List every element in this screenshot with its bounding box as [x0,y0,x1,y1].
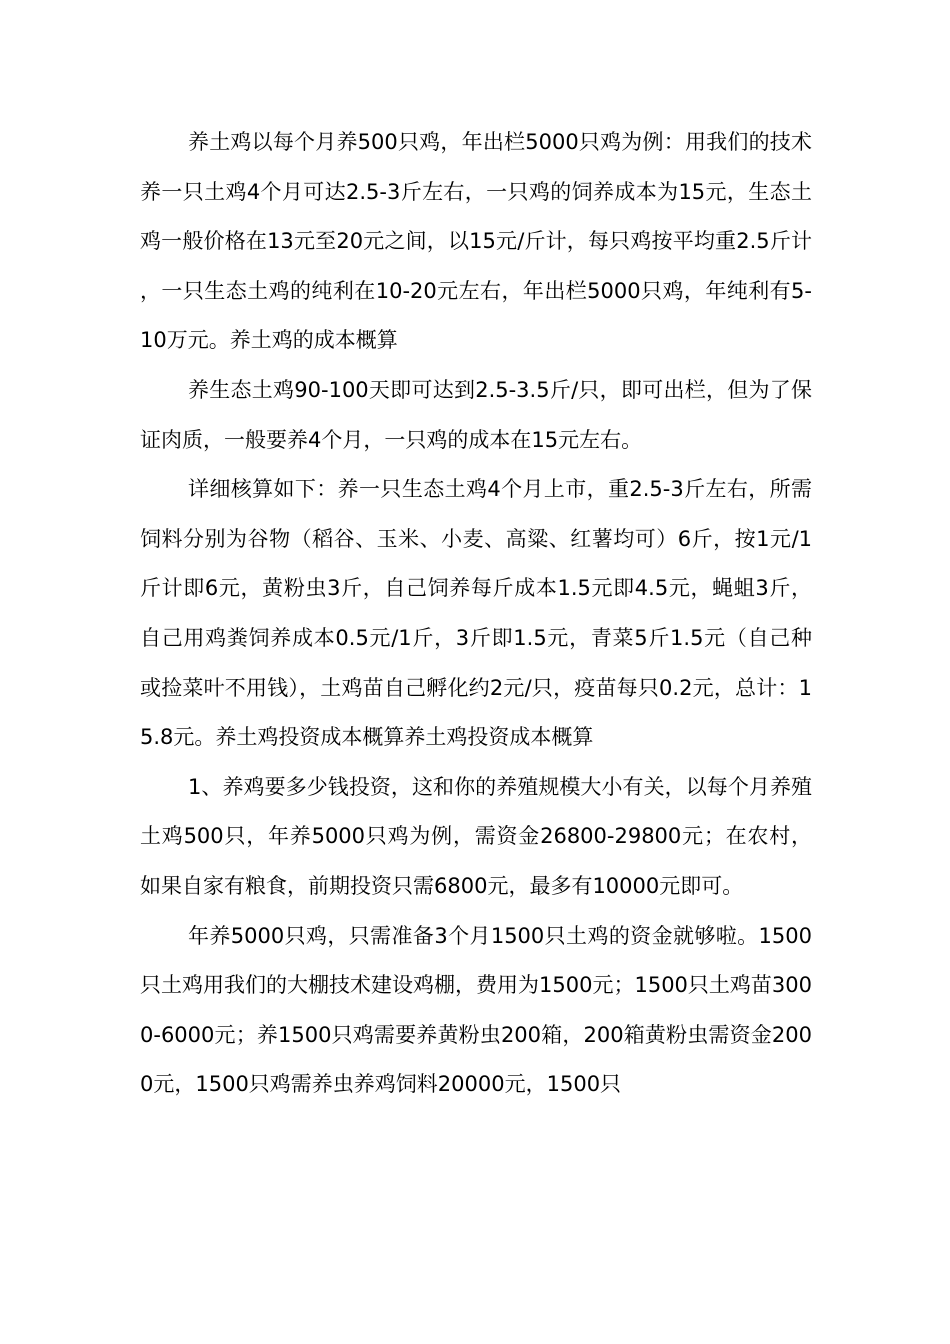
paragraph-3: 详细核算如下：养一只生态土鸡4个月上市，重2.5-3斤左右，所需饲料分别为谷物（稻谷、玉米、小麦、高粱、红薯均可）6斤，按1元/1斤计即6元，黄粉虫3斤，自己饲养每斤成本1.5元即4.5元，蝇蛆3斤，自己用鸡粪饲养成本0.5元/1斤，3斤即1.5元，青菜5斤1.5元（自己种或捡菜叶不用钱），土鸡苗自己孵化约2元/只，疫苗每只0.2元，总计：15.8元。养土鸡投资成本概算养土鸡投资成本概算 [140,477,812,750]
paragraph-5: 年养5000只鸡，只需准备3个月1500只土鸡的资金就够啦。1500只土鸡用我们的大棚技术建设鸡棚，费用为1500元；1500只土鸡苗3000-6000元；养1500只鸡需要养黄粉虫200箱，200箱黄粉虫需资金2000元，1500只鸡需养虫养鸡饲料20000元，1500只 [140,923,812,1097]
paragraph-2: 养生态土鸡90-100天即可达到2.5-3.5斤/只，即可出栏，但为了保证肉质，一般要养4个月，一只鸡的成本在15元左右。 [140,377,812,452]
document-body [140,118,812,1110]
paragraph-1: 养土鸡以每个月养500只鸡，年出栏5000只鸡为例：用我们的技术养一只土鸡4个月可达2.5-3斤左右，一只鸡的饲养成本为15元，生态土鸡一般价格在13元至20元之间，以15元/斤计，每只鸡按平均重2.5斤计，一只生态土鸡的纯利在10-20元左右，年出栏5000只鸡，年纯利有5-10万元。养土鸡的成本概算 [140,130,812,353]
paragraph-4: 1、养鸡要多少钱投资，这和你的养殖规模大小有关，以每个月养殖土鸡500只，年养5000只鸡为例，需资金26800-29800元；在农村，如果自家有粮食，前期投资只需6800元，最多有10000元即可。 [140,774,812,898]
